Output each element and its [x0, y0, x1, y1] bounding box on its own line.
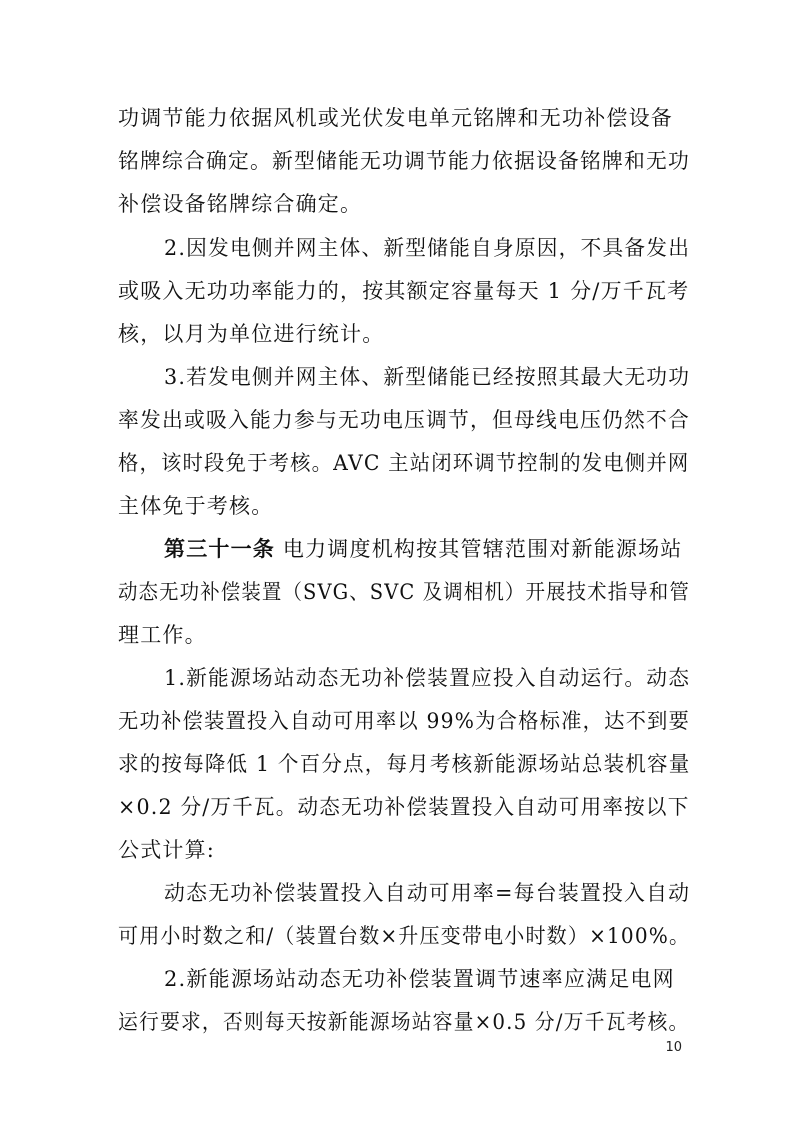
paragraph-line: 无功补偿装置投入自动可用率以 99%为合格标准，达不到要	[118, 709, 691, 734]
paragraph-line: 求的按每降低 1 个百分点，每月考核新能源场站总装机容量	[118, 752, 691, 777]
article-text: 电力调度机构按其管辖范围对新能源场站	[282, 537, 683, 562]
article-heading: 第三十一条	[164, 536, 275, 562]
article-line	[164, 534, 683, 564]
paragraph-line: 理工作。	[118, 623, 207, 648]
paragraph-line: 2.因发电侧并网主体、新型储能自身原因，不具备发出	[164, 235, 691, 260]
paragraph-line: 2.新能源场站动态无功补偿装置调节速率应满足电网	[164, 967, 675, 992]
paragraph-line: 铭牌综合确定。新型储能无功调节能力依据设备铭牌和无功	[118, 149, 691, 173]
paragraph-line: ×0.2 分/万千瓦。动态无功补偿装置投入自动可用率按以下	[118, 795, 690, 820]
page-number: 10	[665, 1040, 682, 1055]
paragraph-line: 率发出或吸入能力参与无功电压调节，但母线电压仍然不合	[118, 408, 691, 432]
paragraph-line: 公式计算:	[118, 838, 216, 863]
paragraph-line: 1.新能源场站动态无功补偿装置应投入自动运行。动态	[164, 666, 691, 691]
paragraph-line: 核，以月为单位进行统计。	[118, 321, 385, 346]
paragraph-line: 动态无功补偿装置（SVG、SVC 及调相机）开展技术指导和管	[118, 580, 690, 605]
paragraph-line: 3.若发电侧并网主体、新型储能已经按照其最大无功功	[164, 364, 691, 389]
paragraph-line: 或吸入无功功率能力的，按其额定容量每天 1 分/万千瓦考	[118, 278, 690, 303]
paragraph-line: 格，该时段免于考核。AVC 主站闭环调节控制的发电侧并网	[118, 451, 690, 475]
paragraph-line: 主体免于考核。	[118, 494, 274, 519]
paragraph-line: 运行要求，否则每天按新能源场站容量×0.5 分/万千瓦考核。	[118, 1010, 690, 1035]
formula-line: 动态无功补偿装置投入自动可用率=每台装置投入自动	[164, 881, 691, 906]
paragraph-line: 功调节能力依据风机或光伏发电单元铭牌和无功补偿设备	[118, 106, 673, 130]
paragraph-line: 补偿设备铭牌综合确定。	[118, 192, 363, 217]
formula-line: 可用小时数之和/（装置台数×升压变带电小时数）×100%。	[118, 924, 691, 949]
